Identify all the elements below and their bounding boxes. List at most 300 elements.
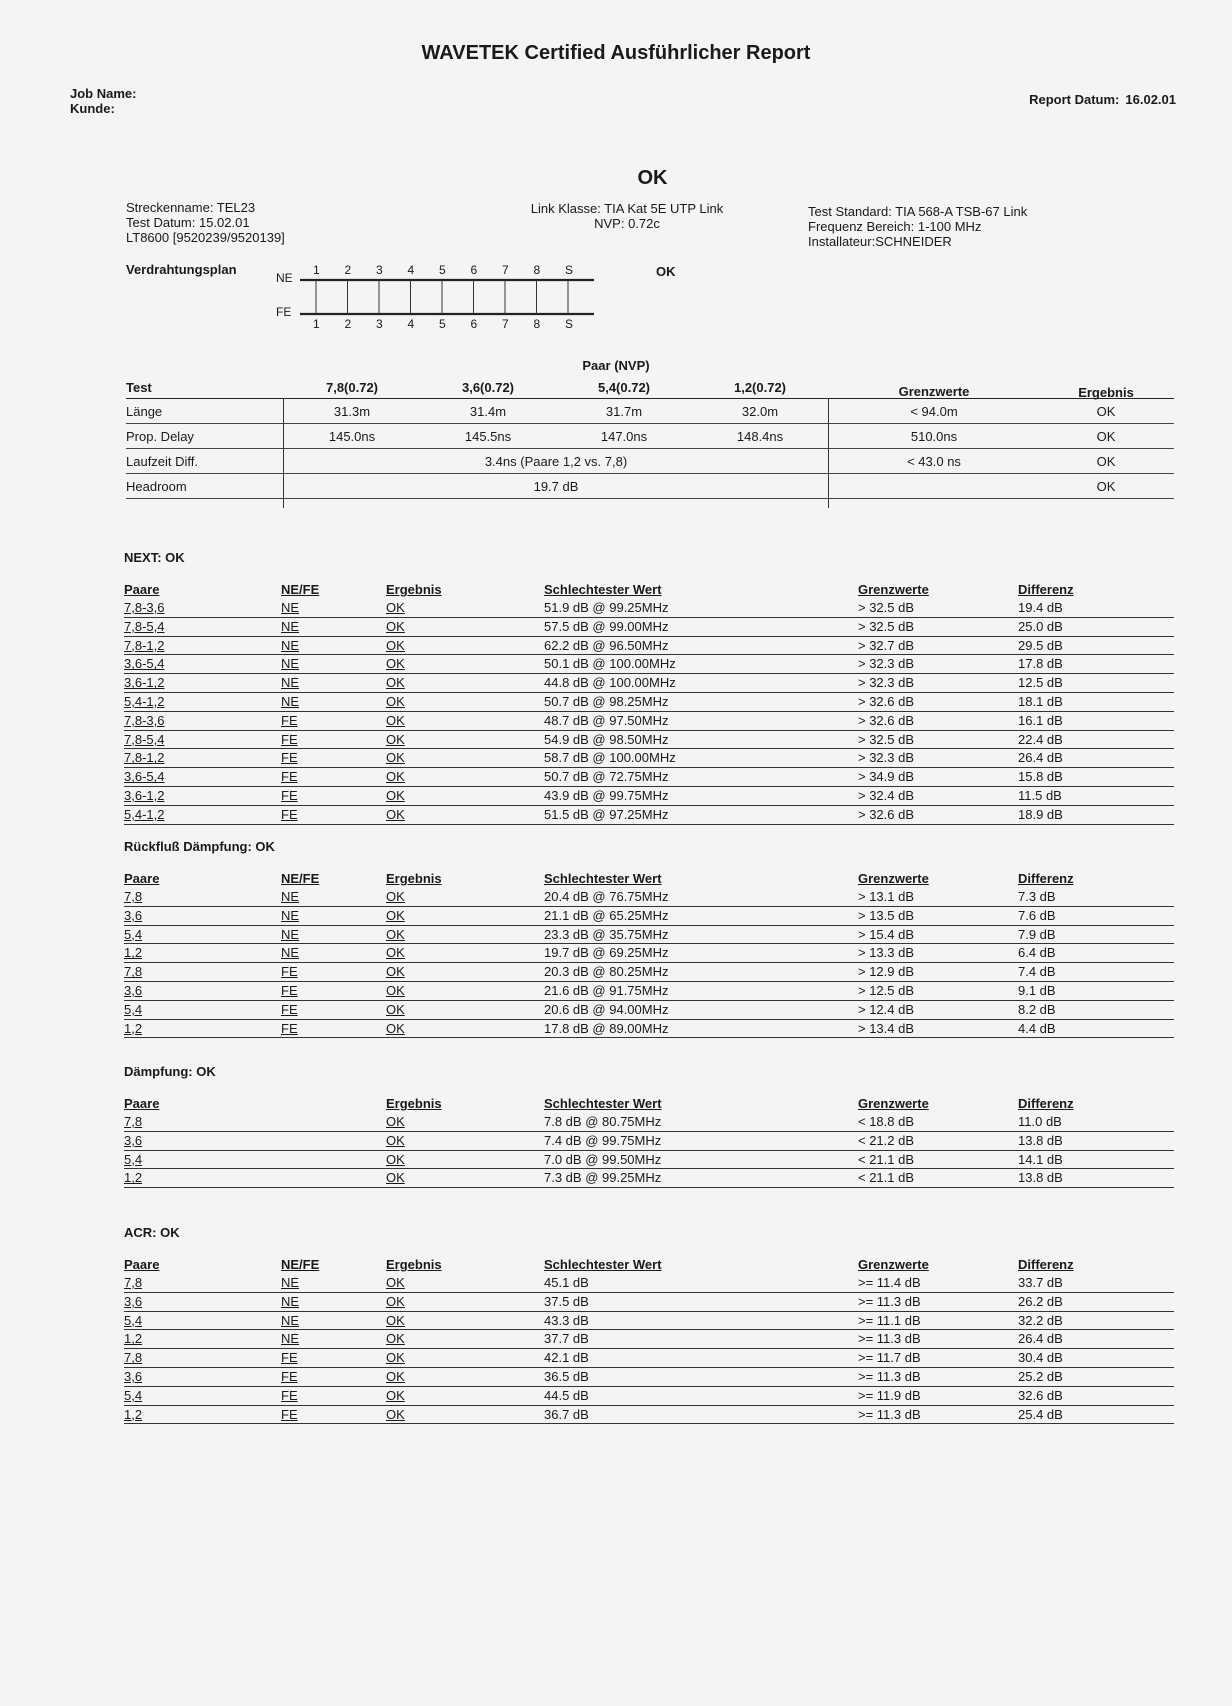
wiring-pin-fe: 5	[439, 317, 446, 331]
col-grenz: Grenzwerte	[858, 582, 929, 597]
cell-grenz: >= 11.9 dB	[858, 1387, 921, 1403]
wiring-pin-fe: 8	[533, 317, 541, 331]
cell-wert: 21.6 dB @ 91.75MHz	[544, 982, 669, 998]
table-row	[124, 712, 1174, 731]
cell-grenz: > 34.9 dB	[858, 769, 915, 785]
col-grenz: Grenzwerte	[858, 1257, 929, 1272]
table-row	[124, 1368, 1174, 1387]
cell-paare: 5,4	[124, 1151, 143, 1167]
report-date-label: Report Datum:	[1029, 92, 1120, 107]
summary-test: Headroom	[126, 479, 187, 494]
summary-result: OK	[1096, 429, 1116, 444]
cell-paare: 3,6-5,4	[124, 656, 165, 672]
attenuation-rows	[124, 1113, 1174, 1188]
cell-wert: 50.7 dB @ 72.75MHz	[544, 769, 669, 785]
cell-paare: 3,6-1,2	[124, 675, 165, 691]
cell-wert: 36.5 dB	[544, 1368, 589, 1384]
cell-paare: 5,4-1,2	[124, 806, 165, 822]
table-row	[124, 693, 1174, 712]
cell-nefe: FE	[281, 1368, 298, 1384]
table-row	[124, 1330, 1174, 1349]
summary-span-value: 3.4ns (Paare 1,2 vs. 7,8)	[484, 454, 628, 469]
next-rows	[124, 599, 1174, 825]
cell-ergebnis: OK	[386, 750, 405, 766]
acr-header	[124, 1257, 1174, 1274]
cell-wert: 7.3 dB @ 99.25MHz	[544, 1170, 662, 1186]
cell-nefe: NE	[281, 1275, 300, 1290]
col-diff: Differenz	[1018, 1096, 1074, 1111]
return-loss-section	[124, 839, 1174, 1038]
cell-nefe: NE	[281, 656, 300, 672]
cell-ergebnis: OK	[386, 731, 405, 747]
cell-ergebnis: OK	[386, 1406, 405, 1422]
col-wert: Schlechtester Wert	[544, 871, 662, 886]
info-right-line: Test Standard: TIA 568-A TSB-67 Link	[808, 204, 1028, 219]
table-row	[124, 731, 1174, 750]
col-nefe: NE/FE	[281, 871, 320, 886]
cell-wert: 19.7 dB @ 69.25MHz	[544, 945, 669, 961]
table-row	[124, 1169, 1174, 1188]
cell-nefe: FE	[281, 1350, 298, 1366]
cell-grenz: > 32.7 dB	[858, 637, 915, 653]
summary-header-pair-54: 5,4(0.72)	[597, 380, 651, 395]
cell-diff: 9.1 dB	[1018, 982, 1056, 998]
cell-wert: 48.7 dB @ 97.50MHz	[544, 712, 669, 728]
cell-diff: 13.8 dB	[1018, 1170, 1063, 1186]
cell-diff: 26.2 dB	[1018, 1293, 1063, 1309]
table-row	[124, 1387, 1174, 1406]
cell-diff: 25.4 dB	[1018, 1406, 1063, 1422]
cell-nefe: NE	[281, 693, 300, 709]
cell-nefe: FE	[281, 982, 298, 998]
summary-test: Laufzeit Diff.	[126, 454, 199, 469]
cell-nefe: FE	[281, 712, 298, 728]
cell-paare: 7,8	[124, 1350, 143, 1366]
cell-nefe: NE	[281, 1293, 300, 1309]
table-row	[124, 1274, 1174, 1293]
cell-paare: 5,4	[124, 926, 143, 942]
cell-ergebnis: OK	[386, 806, 405, 822]
cell-diff: 18.9 dB	[1018, 806, 1063, 822]
summary-value: 31.3m	[333, 404, 371, 419]
wiring-ne-label: NE	[276, 271, 293, 285]
cell-diff: 25.2 dB	[1018, 1368, 1063, 1384]
job-info	[70, 86, 136, 116]
summary-value: 145.5ns	[464, 429, 512, 444]
cell-ergebnis: OK	[386, 926, 405, 942]
info-middle-line: Link Klasse: TIA Kat 5E UTP Link	[530, 201, 724, 216]
cell-ergebnis: OK	[386, 693, 405, 709]
cell-wert: 7.8 dB @ 80.75MHz	[544, 1114, 662, 1129]
wiring-diagram	[270, 262, 610, 332]
cell-wert: 7.4 dB @ 99.75MHz	[544, 1132, 662, 1148]
cell-ergebnis: OK	[386, 1331, 405, 1347]
wiring-pin-ne: S	[565, 263, 574, 277]
summary-value: 31.4m	[469, 404, 507, 419]
attenuation-header	[124, 1096, 1174, 1113]
cell-diff: 11.5 dB	[1018, 787, 1062, 803]
summary-value: 145.0ns	[328, 429, 376, 444]
cell-wert: 42.1 dB	[544, 1350, 589, 1366]
table-row	[124, 907, 1174, 926]
link-info-middle	[522, 201, 732, 231]
summary-test: Prop. Delay	[126, 429, 194, 444]
cell-grenz: > 32.5 dB	[858, 618, 915, 634]
cell-diff: 32.6 dB	[1018, 1387, 1063, 1403]
cell-diff: 30.4 dB	[1018, 1350, 1063, 1366]
cell-grenz: >= 11.3 dB	[858, 1293, 921, 1309]
col-nefe: NE/FE	[281, 1257, 320, 1272]
cell-grenz: > 32.3 dB	[858, 656, 915, 672]
cell-ergebnis: OK	[386, 1312, 405, 1328]
cell-grenz: >= 11.3 dB	[858, 1331, 921, 1347]
cell-ergebnis: OK	[386, 945, 405, 961]
cell-ergebnis: OK	[386, 675, 405, 691]
cell-grenz: > 32.6 dB	[858, 712, 915, 728]
cell-ergebnis: OK	[386, 1114, 405, 1129]
table-row	[124, 1132, 1174, 1151]
info-middle-line: NVP: 0.72c	[594, 216, 660, 231]
wiring-pin-ne: 6	[470, 263, 478, 277]
cell-ergebnis: OK	[386, 712, 405, 728]
cell-wert: 20.6 dB @ 94.00MHz	[544, 1001, 669, 1017]
cell-paare: 3,6	[124, 1368, 143, 1384]
cell-ergebnis: OK	[386, 1132, 405, 1148]
cell-ergebnis: OK	[386, 787, 405, 803]
next-header	[124, 582, 1174, 599]
cell-grenz: >= 11.4 dB	[858, 1275, 921, 1290]
cell-nefe: NE	[281, 637, 300, 653]
table-row	[124, 1293, 1174, 1312]
col-wert: Schlechtester Wert	[544, 582, 662, 597]
cell-ergebnis: OK	[386, 907, 405, 923]
cell-paare: 7,8-3,6	[124, 600, 165, 615]
cell-nefe: NE	[281, 618, 300, 634]
cell-diff: 18.1 dB	[1018, 693, 1063, 709]
cell-wert: 57.5 dB @ 99.00MHz	[544, 618, 669, 634]
table-row	[124, 1312, 1174, 1331]
cell-ergebnis: OK	[386, 637, 405, 653]
col-grenz: Grenzwerte	[858, 1096, 929, 1111]
cell-diff: 7.6 dB	[1018, 907, 1056, 923]
col-diff: Differenz	[1018, 871, 1074, 886]
return-loss-rows	[124, 888, 1174, 1038]
col-wert: Schlechtester Wert	[544, 1096, 662, 1111]
link-info-left	[126, 200, 285, 245]
cell-ergebnis: OK	[386, 1151, 405, 1167]
table-row	[124, 749, 1174, 768]
cell-nefe: FE	[281, 806, 298, 822]
wiring-pin-ne: 4	[407, 263, 415, 277]
cell-grenz: >= 11.7 dB	[858, 1350, 921, 1366]
col-grenz: Grenzwerte	[858, 871, 929, 886]
table-row	[124, 1020, 1174, 1039]
wiring-pin-ne: 8	[533, 263, 541, 277]
cell-grenz: > 32.3 dB	[858, 675, 915, 691]
cell-diff: 29.5 dB	[1018, 637, 1063, 653]
cell-diff: 19.4 dB	[1018, 600, 1063, 615]
cell-wert: 44.5 dB	[544, 1387, 589, 1403]
cell-paare: 1,2	[124, 945, 143, 961]
cell-wert: 20.3 dB @ 80.25MHz	[544, 964, 669, 980]
summary-result: OK	[1096, 404, 1116, 419]
table-row	[124, 637, 1174, 656]
cell-grenz: > 12.9 dB	[858, 964, 915, 980]
cell-diff: 22.4 dB	[1018, 731, 1063, 747]
cell-grenz: > 32.5 dB	[858, 600, 915, 615]
cell-nefe: FE	[281, 964, 298, 980]
table-row	[124, 1406, 1174, 1425]
cell-diff: 12.5 dB	[1018, 675, 1063, 691]
cell-nefe: FE	[281, 1001, 298, 1017]
cell-grenz: < 21.1 dB	[858, 1151, 915, 1167]
cell-paare: 7,8	[124, 1114, 143, 1129]
table-row	[124, 1349, 1174, 1368]
wiring-pin-fe: 7	[502, 317, 509, 331]
cell-diff: 6.4 dB	[1018, 945, 1056, 961]
cell-nefe: FE	[281, 1020, 298, 1036]
cell-wert: 37.7 dB	[544, 1331, 589, 1347]
cell-paare: 5,4	[124, 1387, 143, 1403]
cell-ergebnis: OK	[386, 1387, 405, 1403]
cell-wert: 45.1 dB	[544, 1275, 589, 1290]
summary-value: 147.0ns	[600, 429, 648, 444]
summary-result: OK	[1096, 479, 1116, 494]
table-row	[124, 982, 1174, 1001]
table-row	[124, 806, 1174, 825]
cell-nefe: NE	[281, 945, 300, 961]
cell-diff: 26.4 dB	[1018, 750, 1063, 766]
cell-wert: 44.8 dB @ 100.00MHz	[544, 675, 676, 691]
col-paare: Paare	[124, 1257, 160, 1272]
cell-paare: 3,6-1,2	[124, 787, 165, 803]
cell-diff: 16.1 dB	[1018, 712, 1063, 728]
col-ergebnis: Ergebnis	[386, 1257, 442, 1272]
cell-wert: 20.4 dB @ 76.75MHz	[544, 889, 669, 904]
cell-paare: 7,8-1,2	[124, 750, 165, 766]
cell-paare: 3,6	[124, 907, 143, 923]
cell-ergebnis: OK	[386, 656, 405, 672]
wiring-pin-fe: 3	[376, 317, 383, 331]
cell-wert: 36.7 dB	[544, 1406, 589, 1422]
wiring-pin-ne: 7	[502, 263, 509, 277]
cell-grenz: < 18.8 dB	[858, 1114, 915, 1129]
cell-paare: 7,8	[124, 964, 143, 980]
acr-section	[124, 1225, 1174, 1424]
cell-wert: 58.7 dB @ 100.00MHz	[544, 750, 676, 766]
cell-ergebnis: OK	[386, 1275, 405, 1290]
wiring-pin-fe: 1	[313, 317, 320, 331]
table-row	[124, 787, 1174, 806]
col-ergebnis: Ergebnis	[386, 582, 442, 597]
cell-grenz: > 32.5 dB	[858, 731, 915, 747]
cell-grenz: >= 11.3 dB	[858, 1368, 921, 1384]
table-row	[124, 963, 1174, 982]
col-paare: Paare	[124, 582, 160, 597]
summary-header-pair-78: 7,8(0.72)	[325, 380, 379, 395]
summary-value: 31.7m	[605, 404, 643, 419]
next-section	[124, 550, 1174, 825]
summary-caption: Paar (NVP)	[582, 358, 650, 373]
cell-nefe: NE	[281, 1331, 300, 1347]
attenuation-title: Dämpfung: OK	[124, 1064, 216, 1079]
cell-paare: 7,8-5,4	[124, 731, 165, 747]
cell-paare: 7,8	[124, 889, 143, 904]
summary-header	[126, 376, 1174, 399]
wiring-status: OK	[656, 264, 676, 279]
summary-header-limit: Grenzwerte	[898, 384, 970, 399]
cell-nefe: NE	[281, 889, 300, 904]
cell-ergebnis: OK	[386, 769, 405, 785]
cell-grenz: > 12.4 dB	[858, 1001, 915, 1017]
summary-value: 32.0m	[741, 404, 779, 419]
cell-grenz: >= 11.1 dB	[858, 1312, 921, 1328]
report-date	[1029, 92, 1176, 107]
summary-value: 148.4ns	[736, 429, 784, 444]
cell-paare: 3,6	[124, 982, 143, 998]
return-loss-title: Rückfluß Dämpfung: OK	[124, 839, 275, 854]
wiring-pin-ne: 5	[439, 263, 446, 277]
wiring-pins	[313, 263, 573, 331]
wiring-pin-fe: 2	[344, 317, 352, 331]
info-right-line: Frequenz Bereich: 1-100 MHz	[808, 219, 982, 234]
cell-grenz: > 32.4 dB	[858, 787, 915, 803]
cell-grenz: < 21.2 dB	[858, 1132, 915, 1148]
cell-nefe: NE	[281, 926, 300, 942]
cell-paare: 1,2	[124, 1331, 143, 1347]
cell-paare: 3,6	[124, 1293, 143, 1309]
info-left-line: Test Datum: 15.02.01	[126, 215, 250, 230]
cell-ergebnis: OK	[386, 964, 405, 980]
cell-grenz: > 15.4 dB	[858, 926, 915, 942]
cell-wert: 43.9 dB @ 99.75MHz	[544, 787, 669, 803]
cell-diff: 14.1 dB	[1018, 1151, 1063, 1167]
col-diff: Differenz	[1018, 1257, 1074, 1272]
cell-ergebnis: OK	[386, 982, 405, 998]
wiring-pin-fe: 4	[407, 317, 415, 331]
cell-nefe: FE	[281, 750, 298, 766]
acr-title: ACR: OK	[124, 1225, 180, 1240]
cell-wert: 21.1 dB @ 65.25MHz	[544, 907, 669, 923]
cell-diff: 25.0 dB	[1018, 618, 1063, 634]
cell-ergebnis: OK	[386, 1020, 405, 1036]
cell-grenz: > 12.5 dB	[858, 982, 915, 998]
table-row	[124, 944, 1174, 963]
cell-ergebnis: OK	[386, 1350, 405, 1366]
cell-paare: 7,8-1,2	[124, 637, 165, 653]
wiring-fe-label: FE	[276, 305, 292, 319]
summary-header-result: Ergebnis	[1078, 385, 1134, 400]
cell-wert: 50.7 dB @ 98.25MHz	[544, 693, 669, 709]
cell-wert: 43.3 dB	[544, 1312, 589, 1328]
cell-paare: 1,2	[124, 1406, 143, 1422]
info-left-line: LT8600 [9520239/9520139]	[126, 230, 285, 245]
cell-grenz: > 32.6 dB	[858, 806, 915, 822]
summary-header-pair-36: 3,6(0.72)	[461, 380, 515, 395]
attenuation-section	[124, 1064, 1174, 1188]
cell-wert: 37.5 dB	[544, 1293, 589, 1309]
cell-grenz: >= 11.3 dB	[858, 1406, 921, 1422]
cell-paare: 1,2	[124, 1170, 143, 1186]
cell-paare: 5,4	[124, 1001, 143, 1017]
cell-ergebnis: OK	[386, 1001, 405, 1017]
cell-nefe: FE	[281, 1387, 298, 1403]
job-name-label: Job Name:	[70, 86, 137, 101]
cell-nefe: NE	[281, 907, 300, 923]
cell-grenz: > 32.3 dB	[858, 750, 915, 766]
col-paare: Paare	[124, 871, 160, 886]
col-paare: Paare	[124, 1096, 160, 1111]
summary-header-test: Test	[126, 380, 152, 395]
cell-diff: 11.0 dB	[1018, 1114, 1062, 1129]
cell-grenz: > 32.6 dB	[858, 693, 915, 709]
cell-grenz: > 13.4 dB	[858, 1020, 915, 1036]
table-row	[124, 768, 1174, 787]
info-left-line: Streckenname: TEL23	[126, 200, 256, 215]
wiring-pin-ne: 3	[376, 263, 383, 277]
cell-paare: 1,2	[124, 1020, 143, 1036]
cell-diff: 7.4 dB	[1018, 964, 1056, 980]
table-row	[124, 1151, 1174, 1170]
overall-status: OK	[637, 167, 668, 189]
cell-wert: 51.5 dB @ 97.25MHz	[544, 806, 669, 822]
cell-wert: 51.9 dB @ 99.25MHz	[544, 600, 669, 615]
cell-wert: 17.8 dB @ 89.00MHz	[544, 1020, 669, 1036]
table-row	[124, 618, 1174, 637]
col-ergebnis: Ergebnis	[386, 1096, 442, 1111]
summary-limit: < 43.0 ns	[907, 454, 961, 469]
kunde-label: Kunde:	[70, 101, 115, 116]
col-diff: Differenz	[1018, 582, 1074, 597]
cell-diff: 7.9 dB	[1018, 926, 1056, 942]
wiring-pin-fe: 6	[470, 317, 478, 331]
cell-paare: 7,8-5,4	[124, 618, 165, 634]
cell-wert: 7.0 dB @ 99.50MHz	[544, 1151, 662, 1167]
link-info-right	[808, 204, 1027, 249]
summary-result: OK	[1096, 454, 1116, 469]
col-nefe: NE/FE	[281, 582, 320, 597]
cell-nefe: FE	[281, 769, 298, 785]
cell-diff: 17.8 dB	[1018, 656, 1063, 672]
cell-ergebnis: OK	[386, 1293, 405, 1309]
table-row	[124, 674, 1174, 693]
wiring-pin-ne: 1	[313, 263, 320, 277]
cell-grenz: > 13.5 dB	[858, 907, 915, 923]
report-date-value: 16.02.01	[1125, 92, 1176, 107]
cell-diff: 15.8 dB	[1018, 769, 1063, 785]
table-row	[124, 1113, 1174, 1132]
wiring-pin-ne: 2	[344, 263, 352, 277]
acr-rows	[124, 1274, 1174, 1424]
table-row	[124, 888, 1174, 907]
cell-paare: 7,8-3,6	[124, 712, 165, 728]
cell-ergebnis: OK	[386, 1170, 405, 1186]
cell-diff: 26.4 dB	[1018, 1331, 1063, 1347]
cell-diff: 33.7 dB	[1018, 1275, 1063, 1290]
table-row	[124, 1001, 1174, 1020]
cell-wert: 62.2 dB @ 96.50MHz	[544, 637, 669, 653]
table-row	[124, 599, 1174, 618]
cell-wert: 54.9 dB @ 98.50MHz	[544, 731, 669, 747]
col-ergebnis: Ergebnis	[386, 871, 442, 886]
next-title: NEXT: OK	[124, 550, 185, 565]
cell-paare: 7,8	[124, 1275, 143, 1290]
cell-nefe: NE	[281, 600, 300, 615]
cell-nefe: NE	[281, 1312, 300, 1328]
summary-divider	[828, 398, 829, 508]
cell-diff: 7.3 dB	[1018, 889, 1056, 904]
wiring-label: Verdrahtungsplan	[126, 262, 237, 277]
